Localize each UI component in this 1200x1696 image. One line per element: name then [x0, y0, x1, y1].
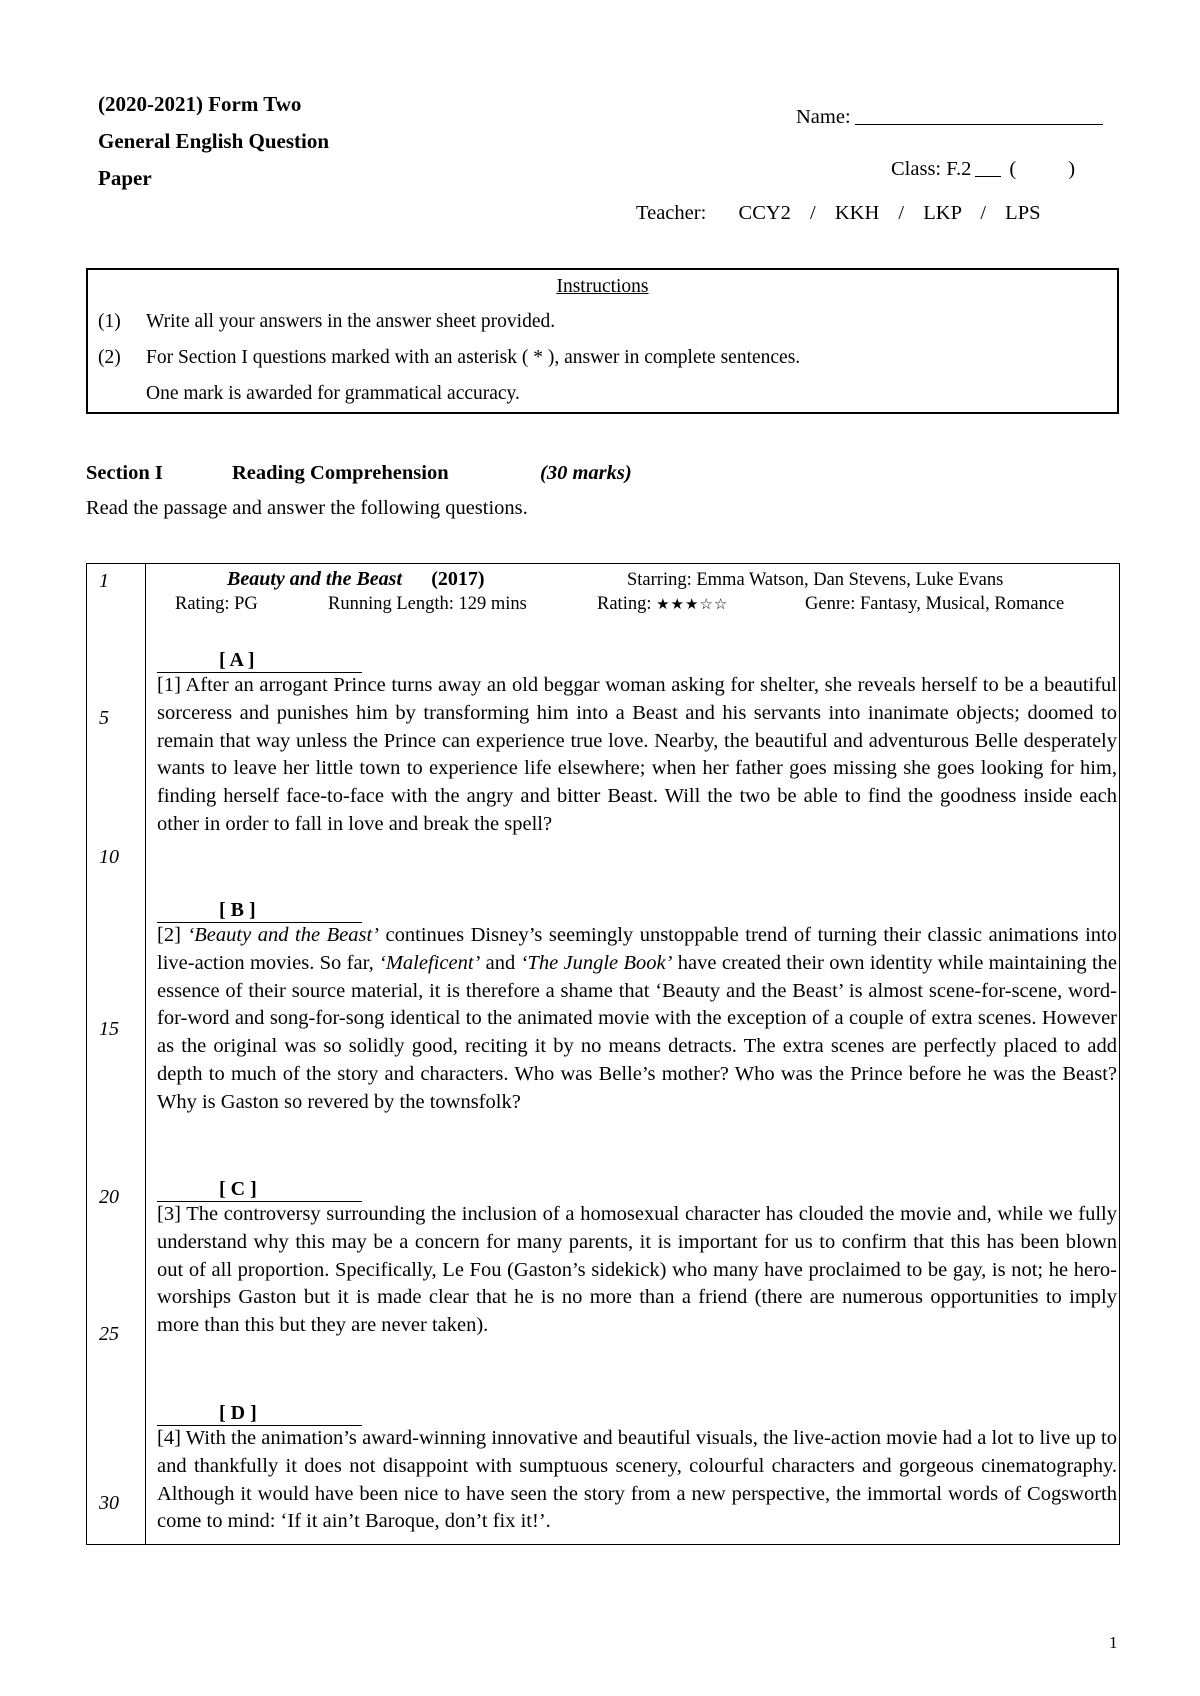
- teacher-separator: /: [898, 202, 905, 224]
- paragraph-2: [157, 922, 1117, 1117]
- film-title-row: [227, 568, 485, 591]
- class-number-close: ): [1068, 158, 1076, 180]
- paper-title-line-3: Paper: [98, 166, 152, 190]
- line-number: 1: [99, 570, 109, 592]
- instruction-number: (1): [98, 311, 121, 332]
- instruction-number: (2): [98, 347, 121, 368]
- film-age-rating: Rating: PG: [175, 594, 258, 614]
- name-label: Name:: [796, 106, 851, 128]
- section-marks: (30 marks): [540, 462, 632, 484]
- heading-label: [ A ]: [219, 649, 255, 671]
- paragraph-text: have created their own identity while maintaining the essence of their source material, it is therefore a shame that ‘Beauty and the Beast’ is almost scene-for-scene, word-for-word and song-for-song identical to the animated movie with the exception of a couple of extra scenes. However as the original was so solidly good, reciting it by no means detracts. The extra scenes are perfectly placed to add depth to much of the story and characters. Who was Belle’s mother? Who was the Prince before he was the Beast? Why is Gaston so revered by the townsfolk?: [157, 951, 1117, 1113]
- name-field[interactable]: [796, 104, 1103, 129]
- line-number: 10: [99, 846, 119, 868]
- paragraph-text: and: [480, 951, 521, 974]
- star-rating-label: Rating:: [597, 594, 652, 614]
- teacher-option-lps[interactable]: LPS: [1005, 202, 1041, 224]
- film-reference: ‘The Jungle Book’: [520, 951, 673, 974]
- film-running-length: Running Length: 129 mins: [328, 594, 527, 614]
- instructions-title: Instructions: [556, 276, 649, 297]
- film-starring: Starring: Emma Watson, Dan Stevens, Luke Evans: [627, 570, 1004, 590]
- paragraph-1: [1] After an arrogant Prince turns away an old beggar woman asking for shelter, she reveals herself to be a beautiful sorceress and punishes him by transforming him into a Beast and his servants into inanimate objects; doomed to remain that way unless the Prince can experience true love. Nearby, the beautiful and adventurous Belle desperately wants to leave her little town to experience life elsewhere; when her father goes missing she goes looking for him, finding herself face-to-face with the angry and bitter Beast. Will the two be able to find the goodness inside each other in order to fall in love and break the spell?: [157, 674, 1117, 835]
- heading-label: [ B ]: [219, 899, 256, 921]
- teacher-separator: /: [980, 202, 987, 224]
- line-number: 20: [99, 1186, 119, 1208]
- class-number-open: (: [1009, 158, 1017, 180]
- film-reference: ‘Beauty and the Beast’: [187, 924, 379, 946]
- star-icons: ★★★☆☆: [656, 597, 729, 613]
- heading-blank-a[interactable]: [157, 648, 362, 673]
- class-field[interactable]: [891, 158, 1075, 181]
- section-label: Section I: [86, 462, 163, 484]
- line-number: 25: [99, 1323, 119, 1345]
- heading-blank-c[interactable]: [157, 1177, 362, 1202]
- film-title: Beauty and the Beast: [227, 568, 403, 590]
- heading-blank-b[interactable]: [157, 898, 362, 923]
- line-number-gutter-rule: [145, 564, 146, 1544]
- line-number: 30: [99, 1492, 119, 1514]
- instruction-text: Write all your answers in the answer sheet provided.: [146, 311, 556, 332]
- heading-label: [ D ]: [219, 1402, 257, 1424]
- paper-title-line-2: General English Question: [98, 129, 330, 153]
- film-year: (2017): [431, 568, 485, 590]
- teacher-option-lkp[interactable]: LKP: [923, 202, 962, 224]
- teacher-label: Teacher:: [636, 202, 707, 224]
- heading-label: [ C ]: [219, 1178, 257, 1200]
- teacher-field: [636, 202, 1041, 225]
- paper-title-line-1: (2020-2021) Form Two: [98, 92, 302, 116]
- paragraph-text: continues Disney’s seemingly unstoppable trend of turning their classic animations into live-action movies. So far,: [157, 924, 1118, 974]
- class-blank[interactable]: [975, 160, 1001, 177]
- section-prompt: Read the passage and answer the following questions.: [86, 497, 528, 519]
- paragraph-text: [2]: [157, 924, 188, 946]
- page-number: 1: [1109, 1633, 1118, 1652]
- film-genre: Genre: Fantasy, Musical, Romance: [805, 594, 1065, 614]
- name-blank[interactable]: [855, 104, 1103, 125]
- film-reference: ‘Maleficent’: [379, 951, 481, 974]
- paragraph-3: [3] The controversy surrounding the inclusion of a homosexual character has clouded the movie and, while we fully understand why this may be a concern for many parents, it is important for us to confirm that this has been blown out of all proportion. Specifically, Le Fou (Gaston’s sidekick) who many have proclaimed to be gay, is not; he hero-worships Gaston but it is made clear that he is no more than a friend (there are numerous opportunities to imply more than this but they are never taken).: [157, 1203, 1117, 1337]
- section-name: Reading Comprehension: [232, 462, 449, 484]
- instruction-text: For Section I questions marked with an asterisk ( * ), answer in complete sentences.: [146, 347, 801, 368]
- heading-blank-d[interactable]: [157, 1401, 362, 1426]
- paragraph-4: [4] With the animation’s award-winning innovative and beautiful visuals, the live-action movie had a lot to live up to and thankfully it does not disappoint with sumptuous scenery, colourful characters and gorgeous cinematography. Although it would have been nice to have seen the story from a new perspective, the immortal words of Cogsworth come to mind: ‘If it ain’t Baroque, don’t fix it!’.: [157, 1427, 1117, 1533]
- instruction-text: One mark is awarded for grammatical accuracy.: [146, 383, 520, 404]
- passage-box: [86, 563, 1120, 1545]
- line-number: 15: [99, 1018, 119, 1040]
- class-label: Class: F.2: [891, 158, 972, 180]
- teacher-separator: /: [810, 202, 816, 224]
- line-number: 5: [99, 707, 109, 729]
- teacher-option-ccy2[interactable]: CCY2: [738, 202, 791, 224]
- teacher-option-kkh[interactable]: KKH: [834, 202, 880, 224]
- instructions-box: [86, 268, 1119, 414]
- film-star-rating: [597, 594, 728, 615]
